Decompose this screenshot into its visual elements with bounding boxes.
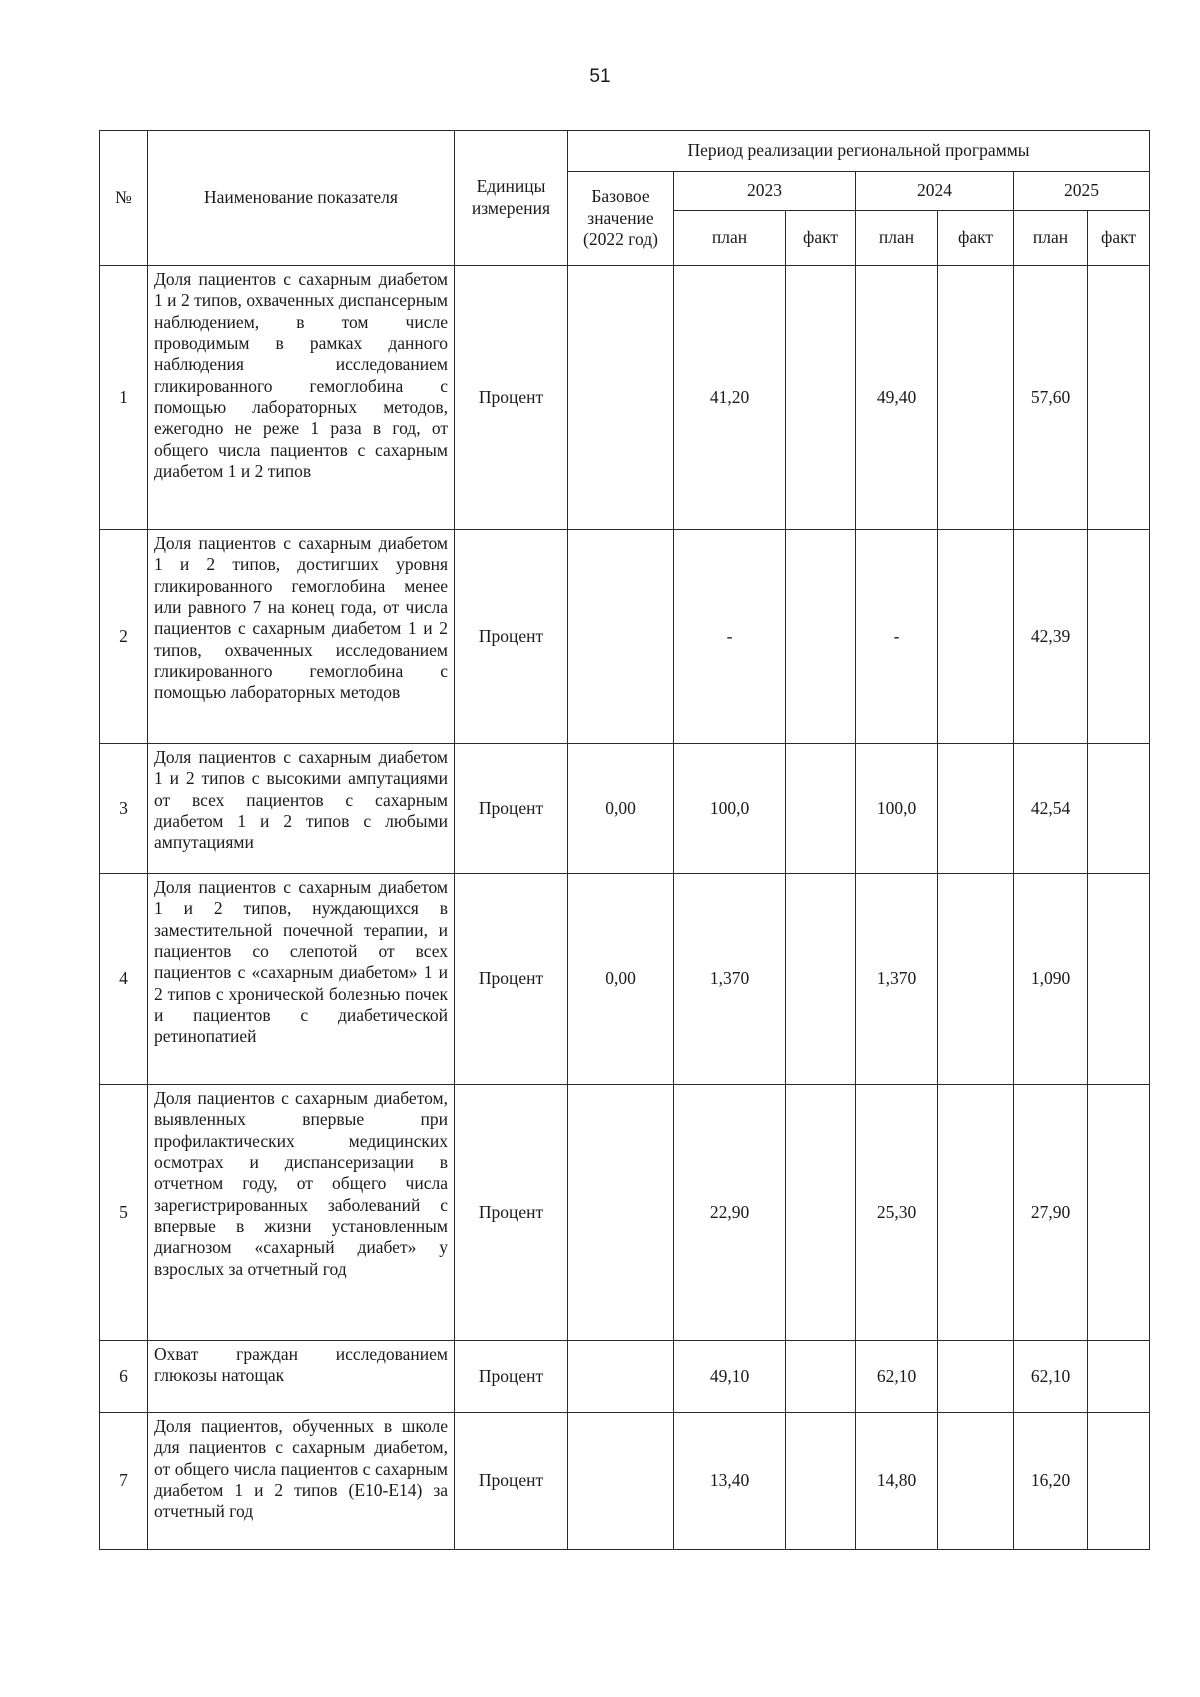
plan-2024-cell: 49,40	[856, 266, 938, 530]
header-plan-2024: план	[856, 211, 938, 266]
plan-2023-cell: 13,40	[674, 1413, 786, 1550]
indicator-name: Доля пациентов с сахарным диабетом 1 и 2 типов, нуждающихся в заместительной почечной терапии, и пациентов со слепотой от всех пациентов с «сахарным диабетом» 1 и 2 типов с хронической болезнью почек и пациентов с диабетической ретинопатией	[148, 874, 455, 1085]
fact-2025-cell	[1088, 530, 1150, 744]
header-unit: Единицы измерения	[455, 131, 568, 266]
table-row	[100, 266, 1150, 530]
fact-2025-cell	[1088, 1341, 1150, 1413]
fact-2023-cell	[786, 1413, 856, 1550]
plan-2024-cell: 62,10	[856, 1341, 938, 1413]
header-year-2023: 2023	[674, 172, 856, 211]
fact-2024-cell	[938, 744, 1014, 874]
unit-cell: Процент	[455, 530, 568, 744]
header-name: Наименование показателя	[148, 131, 455, 266]
base-value-cell: 0,00	[568, 874, 674, 1085]
fact-2024-cell	[938, 1085, 1014, 1341]
indicators-table	[99, 130, 1150, 1550]
fact-2025-cell	[1088, 1413, 1150, 1550]
plan-2023-cell: 22,90	[674, 1085, 786, 1341]
fact-2025-cell	[1088, 1085, 1150, 1341]
indicator-name: Доля пациентов, обученных в школе для пациентов с сахарным диабетом, от общего числа пациентов с сахарным диабетом 1 и 2 типов (Е10-Е14) за отчетный год	[148, 1413, 455, 1550]
fact-2023-cell	[786, 744, 856, 874]
row-number: 3	[100, 744, 148, 874]
fact-2025-cell	[1088, 266, 1150, 530]
plan-2024-cell: -	[856, 530, 938, 744]
plan-2025-cell: 57,60	[1014, 266, 1088, 530]
fact-2025-cell	[1088, 744, 1150, 874]
page-number: 51	[589, 66, 611, 87]
unit-cell: Процент	[455, 1341, 568, 1413]
base-value-cell	[568, 1413, 674, 1550]
table-row	[100, 874, 1150, 1085]
fact-2025-cell	[1088, 874, 1150, 1085]
plan-2024-cell: 25,30	[856, 1085, 938, 1341]
row-number: 7	[100, 1413, 148, 1550]
unit-cell: Процент	[455, 874, 568, 1085]
header-plan-2023: план	[674, 211, 786, 266]
row-number: 4	[100, 874, 148, 1085]
unit-cell: Процент	[455, 1085, 568, 1341]
table-row	[100, 744, 1150, 874]
header-base-value: Базовое значение (2022 год)	[568, 172, 674, 266]
header-year-2025: 2025	[1014, 172, 1150, 211]
plan-2025-cell: 42,39	[1014, 530, 1088, 744]
header-year-2024: 2024	[856, 172, 1014, 211]
indicator-name: Охват граждан исследованием глюкозы натощак	[148, 1341, 455, 1413]
fact-2023-cell	[786, 1341, 856, 1413]
header-fact-2024: факт	[938, 211, 1014, 266]
table-row	[100, 1085, 1150, 1341]
table-row	[100, 1341, 1150, 1413]
unit-cell: Процент	[455, 1413, 568, 1550]
base-value-cell: 0,00	[568, 744, 674, 874]
fact-2023-cell	[786, 530, 856, 744]
header-fact-2025: факт	[1088, 211, 1150, 266]
row-number: 5	[100, 1085, 148, 1341]
plan-2023-cell: 41,20	[674, 266, 786, 530]
row-number: 2	[100, 530, 148, 744]
row-number: 6	[100, 1341, 148, 1413]
fact-2023-cell	[786, 266, 856, 530]
plan-2025-cell: 27,90	[1014, 1085, 1088, 1341]
header-number: №	[100, 131, 148, 266]
fact-2024-cell	[938, 530, 1014, 744]
fact-2023-cell	[786, 874, 856, 1085]
header-plan-2025: план	[1014, 211, 1088, 266]
base-value-cell	[568, 1085, 674, 1341]
unit-cell: Процент	[455, 266, 568, 530]
header-period: Период реализации региональной программы	[568, 131, 1150, 172]
fact-2023-cell	[786, 1085, 856, 1341]
row-number: 1	[100, 266, 148, 530]
plan-2023-cell: -	[674, 530, 786, 744]
plan-2024-cell: 100,0	[856, 744, 938, 874]
base-value-cell	[568, 530, 674, 744]
plan-2024-cell: 1,370	[856, 874, 938, 1085]
unit-cell: Процент	[455, 744, 568, 874]
base-value-cell	[568, 1341, 674, 1413]
indicator-name: Доля пациентов с сахарным диабетом, выявленных впервые при профилактических медицинских осмотрах и диспансеризации в отчетном году, от общего числа зарегистрированных заболеваний с впервые в жизни установленным диагнозом «сахарный диабет» у взрослых за отчетный год	[148, 1085, 455, 1341]
fact-2024-cell	[938, 874, 1014, 1085]
fact-2024-cell	[938, 1341, 1014, 1413]
indicator-name: Доля пациентов с сахарным диабетом 1 и 2 типов с высокими ампутациями от всех пациентов с сахарным диабетом 1 и 2 типов с любыми ампутациями	[148, 744, 455, 874]
plan-2024-cell: 14,80	[856, 1413, 938, 1550]
plan-2025-cell: 16,20	[1014, 1413, 1088, 1550]
plan-2025-cell: 42,54	[1014, 744, 1088, 874]
table-row	[100, 1413, 1150, 1550]
base-value-cell	[568, 266, 674, 530]
indicator-name: Доля пациентов с сахарным диабетом 1 и 2 типов, охваченных диспансерным наблюдением, в том числе проводимым в рамках данного наблюдения исследованием гликированного гемоглобина с помощью лабораторных методов, ежегодно не реже 1 раза в год, от общего числа пациентов с сахарным диабетом 1 и 2 типов	[148, 266, 455, 530]
plan-2025-cell: 62,10	[1014, 1341, 1088, 1413]
fact-2024-cell	[938, 1413, 1014, 1550]
plan-2025-cell: 1,090	[1014, 874, 1088, 1085]
indicator-name: Доля пациентов с сахарным диабетом 1 и 2 типов, достигших уровня гликированного гемоглобина менее или равного 7 на конец года, от числа пациентов с сахарным диабетом 1 и 2 типов, охваченных исследованием гликированного гемоглобина с помощью лабораторных методов	[148, 530, 455, 744]
table-row	[100, 530, 1150, 744]
plan-2023-cell: 1,370	[674, 874, 786, 1085]
header-fact-2023: факт	[786, 211, 856, 266]
plan-2023-cell: 100,0	[674, 744, 786, 874]
fact-2024-cell	[938, 266, 1014, 530]
plan-2023-cell: 49,10	[674, 1341, 786, 1413]
